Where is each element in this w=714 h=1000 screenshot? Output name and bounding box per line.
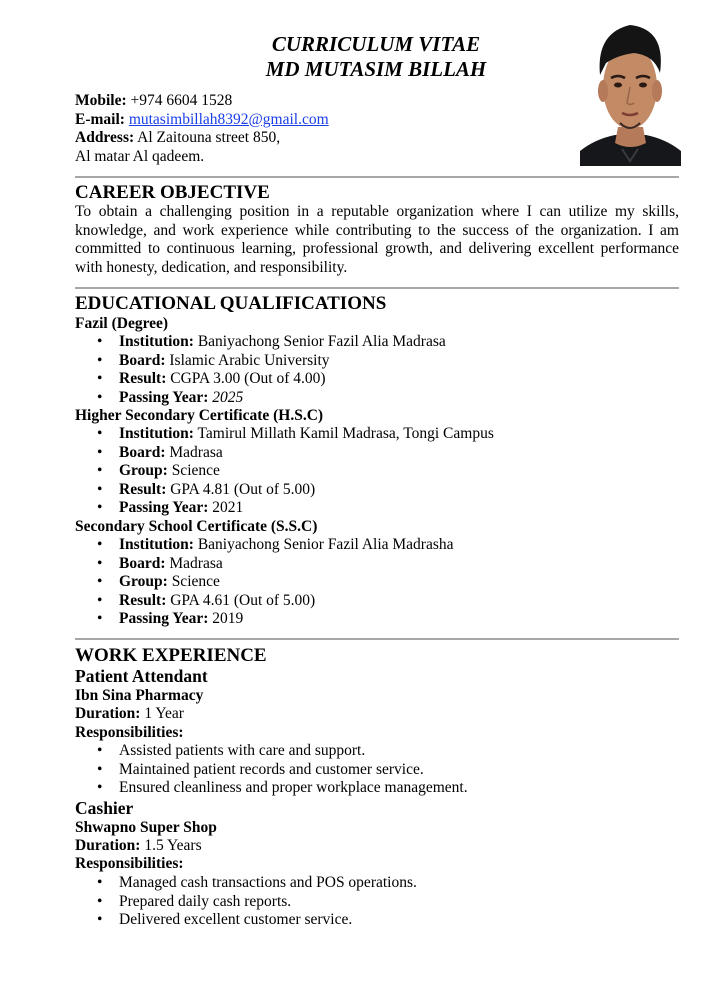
job2-responsibilities: [75, 874, 417, 930]
education-heading: EDUCATIONAL QUALIFICATIONS: [75, 293, 387, 314]
list-item: • Prepared daily cash reports.: [75, 893, 417, 912]
fazil-details: [75, 333, 446, 407]
address-line2: Al matar Al qadeem.: [75, 147, 205, 165]
address-line1: Al Zaitouna street 850,: [137, 129, 281, 146]
document-title: CURRICULUM VITAE: [271, 32, 481, 56]
job1-title: Patient Attendant: [75, 666, 208, 686]
job2-title: Cashier: [75, 798, 134, 818]
candidate-name: MD MUTASIM BILLAH: [265, 57, 487, 81]
section-divider: [75, 287, 679, 289]
section-divider: [75, 638, 679, 640]
list-item: • Institution: Baniyachong Senior Fazil Alia Madrasa: [75, 333, 446, 352]
email-line: [75, 111, 329, 130]
ssc-title: Secondary School Certificate (S.S.C): [75, 518, 318, 535]
job2-duration: Duration: 1.5 Years: [75, 837, 202, 854]
address-line: [75, 129, 329, 148]
list-item: • Managed cash transactions and POS operations.: [75, 874, 417, 893]
work-experience-heading: WORK EXPERIENCE: [75, 645, 267, 666]
job2-company: Shwapno Super Shop: [75, 819, 217, 836]
profile-photo: [580, 11, 681, 166]
hsc-title: Higher Secondary Certificate (H.S.C): [75, 407, 324, 424]
career-objective-heading: CAREER OBJECTIVE: [75, 182, 270, 203]
list-item: • Maintained patient records and customer service.: [75, 761, 468, 780]
career-objective-text: To obtain a challenging position in a reputable organization where I can utilize my skills, knowledge, and work experience while contributing to the success of the organization. I am committed to continuous learning, professional growth, and delivering excellent performance with honesty, dedication, and responsibility.: [75, 203, 679, 276]
email-label: E-mail:: [75, 110, 125, 128]
list-item: • Passing Year: 2025: [75, 389, 446, 408]
list-item: • Result: GPA 4.81 (Out of 5.00): [75, 481, 494, 500]
list-item: • Board: Madrasa: [75, 555, 454, 574]
mobile-value: +974 6604 1528: [130, 92, 233, 109]
address-label: Address:: [75, 129, 135, 146]
job1-duration: Duration: 1 Year: [75, 705, 184, 722]
section-divider: [75, 176, 679, 178]
list-item: • Assisted patients with care and support.: [75, 742, 468, 761]
ssc-details: [75, 536, 454, 629]
hsc-details: [75, 425, 494, 518]
email-link[interactable]: mutasimbillah8392@gmail.com: [128, 110, 329, 128]
job2-responsibilities-label: Responsibilities:: [75, 855, 184, 872]
job1-company: Ibn Sina Pharmacy: [75, 687, 204, 704]
fazil-title: Fazil (Degree): [75, 315, 169, 332]
list-item: • Institution: Baniyachong Senior Fazil Alia Madrasha: [75, 536, 454, 555]
mobile-label: Mobile:: [75, 92, 127, 109]
list-item: • Passing Year: 2019: [75, 610, 454, 629]
list-item: • Group: Science: [75, 573, 454, 592]
list-item: • Group: Science: [75, 462, 494, 481]
list-item: • Institution: Tamirul Millath Kamil Madrasa, Tongi Campus: [75, 425, 494, 444]
list-item: • Ensured cleanliness and proper workplace management.: [75, 779, 468, 798]
list-item: • Board: Madrasa: [75, 444, 494, 463]
list-item: • Result: GPA 4.61 (Out of 5.00): [75, 592, 454, 611]
job1-responsibilities: [75, 742, 468, 798]
list-item: • Result: CGPA 3.00 (Out of 4.00): [75, 370, 446, 389]
job1-responsibilities-label: Responsibilities:: [75, 724, 184, 741]
list-item: • Delivered excellent customer service.: [75, 911, 417, 930]
contact-block: [75, 92, 329, 166]
list-item: • Passing Year: 2021: [75, 499, 494, 518]
list-item: • Board: Islamic Arabic University: [75, 352, 446, 371]
mobile-line: [75, 92, 329, 111]
